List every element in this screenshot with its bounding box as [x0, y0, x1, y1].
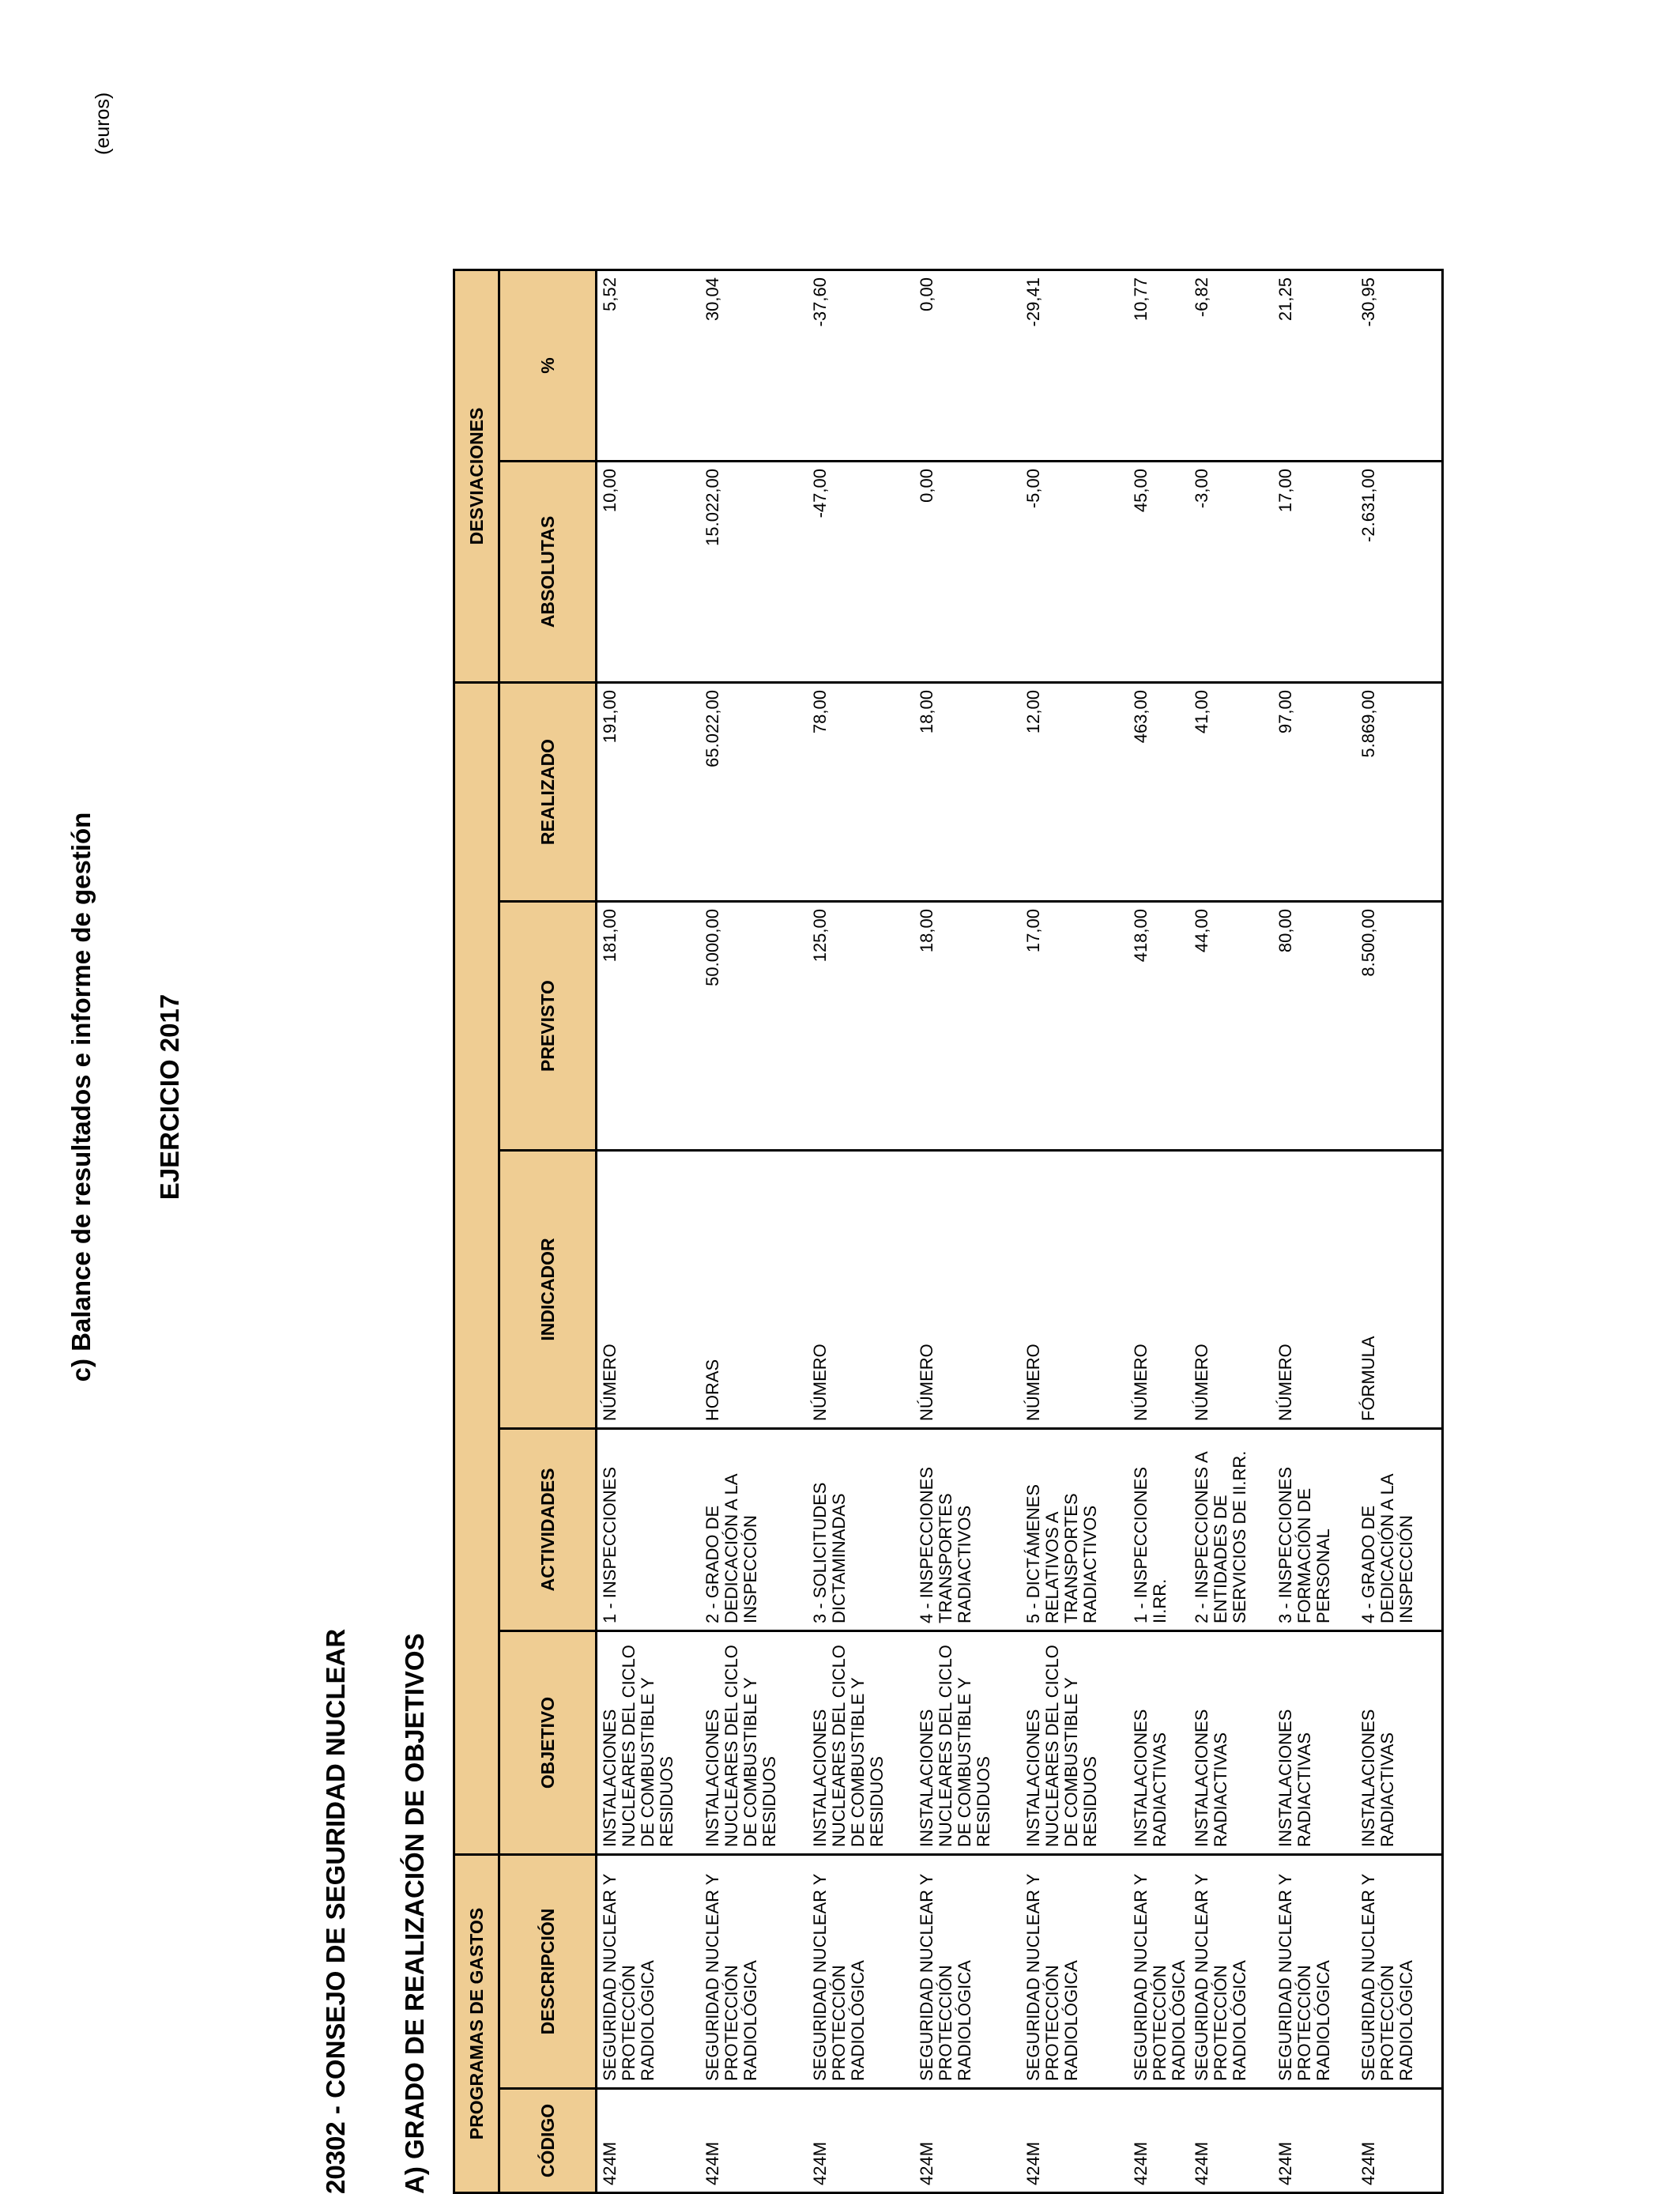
cell-codigo: 424M — [808, 2089, 914, 2193]
cell-objetivo: INSTALACIONES NUCLEARES DEL CICLO DE COMBUSTIBLE Y RESIDUOS — [597, 1631, 700, 1855]
col-pct: % — [499, 270, 597, 462]
cell-pct: 30,04 — [700, 270, 808, 462]
cell-realizado: 78,00 — [808, 683, 914, 902]
cell-actividades: 4 - GRADO DE DEDICACIÓN A LA INSPECCIÓN — [1356, 1429, 1443, 1631]
cell-indicador: NÚMERO — [1021, 1151, 1128, 1429]
cell-actividades: 1 - INSPECCIONES — [597, 1429, 700, 1631]
cell-actividades: 3 - SOLICITUDES DICTAMINADAS — [808, 1429, 914, 1631]
table-row — [1189, 270, 1273, 2193]
cell-pct: 21,25 — [1273, 270, 1356, 462]
cell-objetivo: INSTALACIONES RADIACTIVAS — [1273, 1631, 1356, 1855]
cell-descripcion: SEGURIDAD NUCLEAR Y PROTECCIÓN RADIOLÓGICA — [1128, 1855, 1189, 2089]
cell-pct: -37,60 — [808, 270, 914, 462]
table-row — [700, 270, 808, 2193]
cell-realizado: 65.022,00 — [700, 683, 808, 902]
cell-descripcion: SEGURIDAD NUCLEAR Y PROTECCIÓN RADIOLÓGICA — [808, 1855, 914, 2089]
cell-pct: 0,00 — [914, 270, 1021, 462]
cell-descripcion: SEGURIDAD NUCLEAR Y PROTECCIÓN RADIOLÓGICA — [914, 1855, 1021, 2089]
cell-indicador: NÚMERO — [1189, 1151, 1273, 1429]
cell-indicador: NÚMERO — [1128, 1151, 1189, 1429]
cell-absolutas: -3,00 — [1189, 462, 1273, 683]
cell-descripcion: SEGURIDAD NUCLEAR Y PROTECCIÓN RADIOLÓGICA — [1273, 1855, 1356, 2089]
table-row — [914, 270, 1021, 2193]
cell-objetivo: INSTALACIONES NUCLEARES DEL CICLO DE COMBUSTIBLE Y RESIDUOS — [1021, 1631, 1128, 1855]
cell-indicador: NÚMERO — [1273, 1151, 1356, 1429]
cell-objetivo: INSTALACIONES NUCLEARES DEL CICLO DE COMBUSTIBLE Y RESIDUOS — [914, 1631, 1021, 1855]
cell-descripcion: SEGURIDAD NUCLEAR Y PROTECCIÓN RADIOLÓGICA — [597, 1855, 700, 2089]
group-desviaciones-header: DESVIACIONES — [454, 270, 499, 683]
cell-codigo: 424M — [1356, 2089, 1443, 2193]
cell-descripcion: SEGURIDAD NUCLEAR Y PROTECCIÓN RADIOLÓGICA — [1021, 1855, 1128, 2089]
cell-codigo: 424M — [1128, 2089, 1189, 2193]
cell-absolutas: -47,00 — [808, 462, 914, 683]
cell-codigo: 424M — [1273, 2089, 1356, 2193]
cell-objetivo: INSTALACIONES RADIACTIVAS — [1128, 1631, 1189, 1855]
cell-previsto: 18,00 — [914, 902, 1021, 1151]
table-row — [1356, 270, 1443, 2193]
cell-codigo: 424M — [1189, 2089, 1273, 2193]
cell-previsto: 44,00 — [1189, 902, 1273, 1151]
cell-pct: -29,41 — [1021, 270, 1128, 462]
col-previsto: PREVISTO — [499, 902, 597, 1151]
cell-objetivo: INSTALACIONES RADIACTIVAS — [1356, 1631, 1443, 1855]
cell-codigo: 424M — [597, 2089, 700, 2193]
cell-absolutas: 0,00 — [914, 462, 1021, 683]
cell-actividades: 4 - INSPECCIONES TRANSPORTES RADIACTIVOS — [914, 1429, 1021, 1631]
cell-absolutas: 10,00 — [597, 462, 700, 683]
col-descripcion: DESCRIPCIÓN — [499, 1855, 597, 2089]
cell-objetivo: INSTALACIONES RADIACTIVAS — [1189, 1631, 1273, 1855]
cell-previsto: 418,00 — [1128, 902, 1189, 1151]
cell-realizado: 463,00 — [1128, 683, 1189, 902]
section-heading: A) GRADO DE REALIZACIÓN DE OBJETIVOS — [400, 1633, 429, 2194]
cell-codigo: 424M — [1021, 2089, 1128, 2193]
cell-pct: -6,82 — [1189, 270, 1273, 462]
cell-previsto: 125,00 — [808, 902, 914, 1151]
table-row — [1128, 270, 1189, 2193]
cell-codigo: 424M — [914, 2089, 1021, 2193]
table-row — [808, 270, 914, 2193]
cell-indicador: HORAS — [700, 1151, 808, 1429]
objectives-table — [453, 269, 1444, 2194]
cell-realizado: 97,00 — [1273, 683, 1356, 902]
table-row — [1021, 270, 1128, 2193]
cell-previsto: 17,00 — [1021, 902, 1128, 1151]
cell-actividades: 2 - GRADO DE DEDICACIÓN A LA INSPECCIÓN — [700, 1429, 808, 1631]
cell-absolutas: 45,00 — [1128, 462, 1189, 683]
cell-objetivo: INSTALACIONES NUCLEARES DEL CICLO DE COMBUSTIBLE Y RESIDUOS — [808, 1631, 914, 1855]
cell-actividades: 5 - DICTÁMENES RELATIVOS A TRANSPORTES RADIACTIVOS — [1021, 1429, 1128, 1631]
cell-indicador: NÚMERO — [914, 1151, 1021, 1429]
cell-previsto: 8.500,00 — [1356, 902, 1443, 1151]
col-absolutas: ABSOLUTAS — [499, 462, 597, 683]
entity-heading: 20302 - CONSEJO DE SEGURIDAD NUCLEAR — [321, 1628, 350, 2194]
cell-indicador: FÓRMULA — [1356, 1151, 1443, 1429]
cell-realizado: 191,00 — [597, 683, 700, 902]
col-realizado: REALIZADO — [499, 683, 597, 902]
cell-previsto: 181,00 — [597, 902, 700, 1151]
cell-pct: 10,77 — [1128, 270, 1189, 462]
cell-absolutas: -5,00 — [1021, 462, 1128, 683]
cell-codigo: 424M — [700, 2089, 808, 2193]
exercise-year: EJERCICIO 2017 — [155, 993, 184, 1201]
group-programas-header: PROGRAMAS DE GASTOS — [454, 1855, 499, 2193]
col-indicador: INDICADOR — [499, 1151, 597, 1429]
cell-absolutas: 17,00 — [1273, 462, 1356, 683]
col-objetivo: OBJETIVO — [499, 1631, 597, 1855]
cell-previsto: 80,00 — [1273, 902, 1356, 1151]
report-title: c) Balance de resultados e informe de gestión — [66, 812, 96, 1382]
cell-realizado: 5.869,00 — [1356, 683, 1443, 902]
cell-actividades: 2 - INSPECCIONES A ENTIDADES DE SERVICIOS DE II.RR. — [1189, 1429, 1273, 1631]
cell-objetivo: INSTALACIONES NUCLEARES DEL CICLO DE COMBUSTIBLE Y RESIDUOS — [700, 1631, 808, 1855]
cell-realizado: 12,00 — [1021, 683, 1128, 902]
cell-indicador: NÚMERO — [808, 1151, 914, 1429]
table-row — [1273, 270, 1356, 2193]
cell-realizado: 18,00 — [914, 683, 1021, 902]
cell-actividades: 1 - INSPECCIONES II.RR. — [1128, 1429, 1189, 1631]
cell-pct: 5,52 — [597, 270, 700, 462]
cell-actividades: 3 - INSPECCIONES FORMACIÓN DE PERSONAL — [1273, 1429, 1356, 1631]
cell-pct: -30,95 — [1356, 270, 1443, 462]
cell-descripcion: SEGURIDAD NUCLEAR Y PROTECCIÓN RADIOLÓGICA — [1189, 1855, 1273, 2089]
cell-descripcion: SEGURIDAD NUCLEAR Y PROTECCIÓN RADIOLÓGICA — [1356, 1855, 1443, 2089]
table-row — [597, 270, 700, 2193]
currency-unit: (euros) — [92, 92, 114, 155]
col-codigo: CÓDIGO — [499, 2089, 597, 2193]
cell-absolutas: -2.631,00 — [1356, 462, 1443, 683]
cell-previsto: 50.000,00 — [700, 902, 808, 1151]
cell-descripcion: SEGURIDAD NUCLEAR Y PROTECCIÓN RADIOLÓGICA — [700, 1855, 808, 2089]
cell-absolutas: 15.022,00 — [700, 462, 808, 683]
cell-indicador: NÚMERO — [597, 1151, 700, 1429]
cell-realizado: 41,00 — [1189, 683, 1273, 902]
group-blank-header — [454, 683, 499, 1855]
col-actividades: ACTIVIDADES — [499, 1429, 597, 1631]
